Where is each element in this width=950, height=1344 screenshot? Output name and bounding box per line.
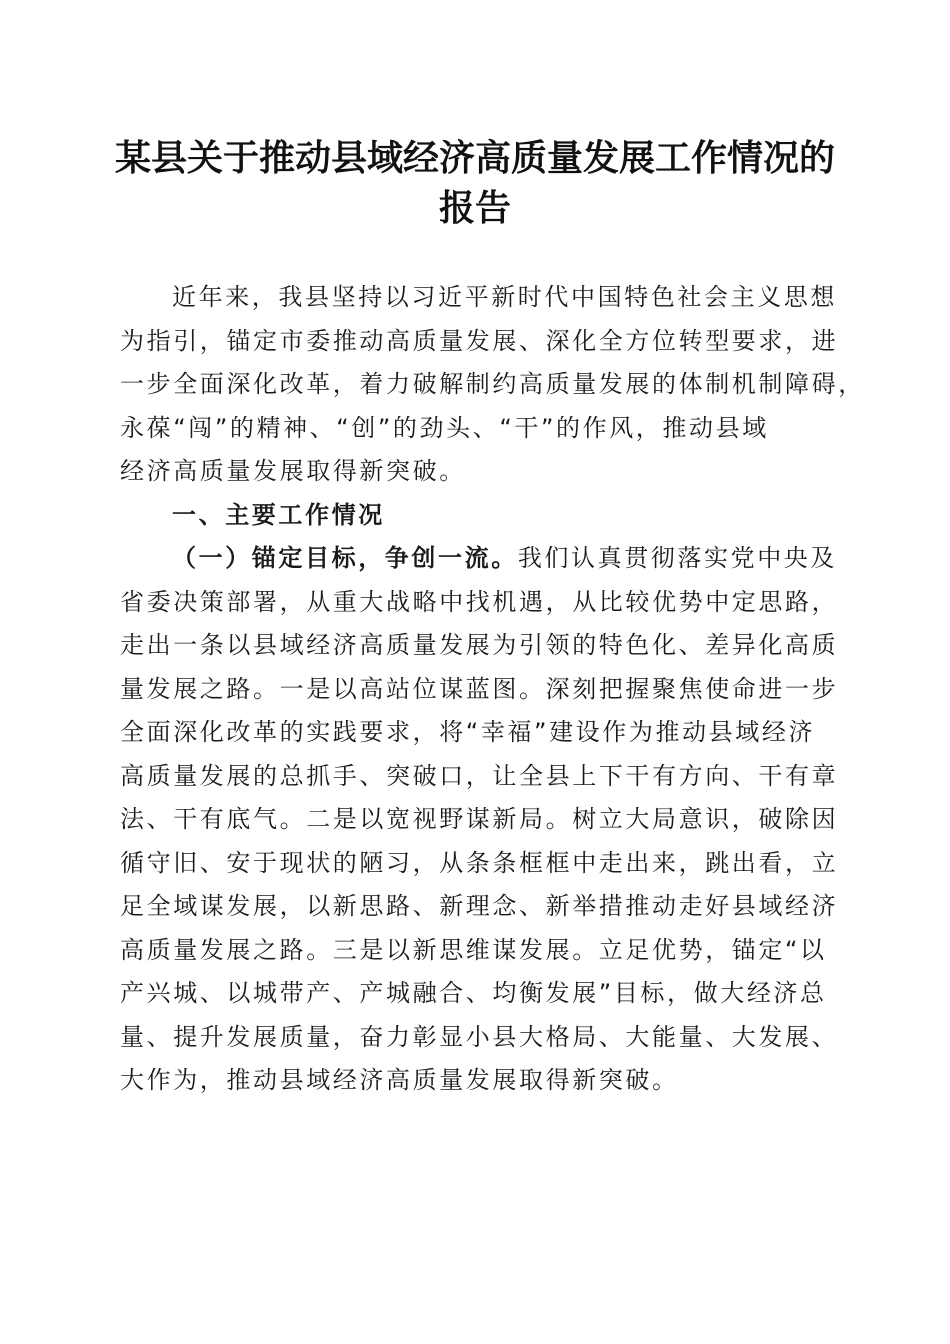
- paragraph-line: 全面深化改革的实践要求，将“幸福”建设作为推动县域经济: [120, 718, 816, 746]
- paragraph-line: 走出一条以县域经济高质量发展为引领的特色化、差异化高质: [120, 631, 839, 659]
- subsection-label: （一）锚定目标，争创一流。: [172, 544, 518, 572]
- paragraph-intro: [120, 276, 865, 494]
- paragraph-first-line-rest: 我们认真贯彻落实党中央及: [517, 544, 838, 572]
- paragraph-line: 高质量发展的总抓手、突破口，让全县上下干有方向、干有章: [120, 761, 839, 790]
- title-line-1: 某县关于推动县域经济高质量发展工作情况的: [114, 137, 835, 179]
- paragraph-line: 为指引，锚定市委推动高质量发展、深化全方位转型要求，进: [120, 326, 839, 355]
- paragraph-line: 永葆“闯”的精神、“创”的劲头、“干”的作风，推动县域: [120, 413, 769, 442]
- title-line-2: 报告: [438, 187, 511, 229]
- document-title: [100, 133, 850, 233]
- paragraph-line: 足全域谋发展，以新思路、新理念、新举措推动走好县域经济: [120, 892, 839, 920]
- section-heading: 一、主要工作情况: [172, 500, 385, 529]
- paragraph-line: 高质量发展之路。三是以新思维谋发展。立足优势，锚定“以: [120, 935, 827, 964]
- paragraph-line: 一步全面深化改革，着力破解制约高质量发展的体制机制障碍，: [120, 370, 865, 398]
- paragraph-line: 大作为，推动县域经济高质量发展取得新突破。: [120, 1066, 679, 1094]
- paragraph-line: 量、提升发展质量，奋力彰显小县大格局、大能量、大发展、: [120, 1022, 839, 1051]
- paragraph-line: 法、干有底气。二是以宽视野谋新局。树立大局意识，破除因: [120, 805, 839, 833]
- paragraph-line: 经济高质量发展取得新突破。: [120, 457, 466, 485]
- paragraph-subsection-1: [120, 537, 839, 1103]
- paragraph-first-line: [120, 537, 838, 581]
- paragraph-line: 近年来，我县坚持以习近平新时代中国特色社会主义思想: [172, 283, 837, 311]
- paragraph-line: 量发展之路。一是以高站位谋蓝图。深刻把握聚焦使命进一步: [120, 674, 839, 703]
- paragraph-line: 产兴城、以城带产、产城融合、均衡发展”目标，做大经济总: [120, 979, 827, 1007]
- paragraph-line: 省委决策部署，从重大战略中找机遇，从比较优势中定思路，: [120, 587, 839, 616]
- document-body: [120, 276, 865, 1103]
- paragraph-line: 循守旧、安于现状的陋习，从条条框框中走出来，跳出看，立: [120, 848, 839, 877]
